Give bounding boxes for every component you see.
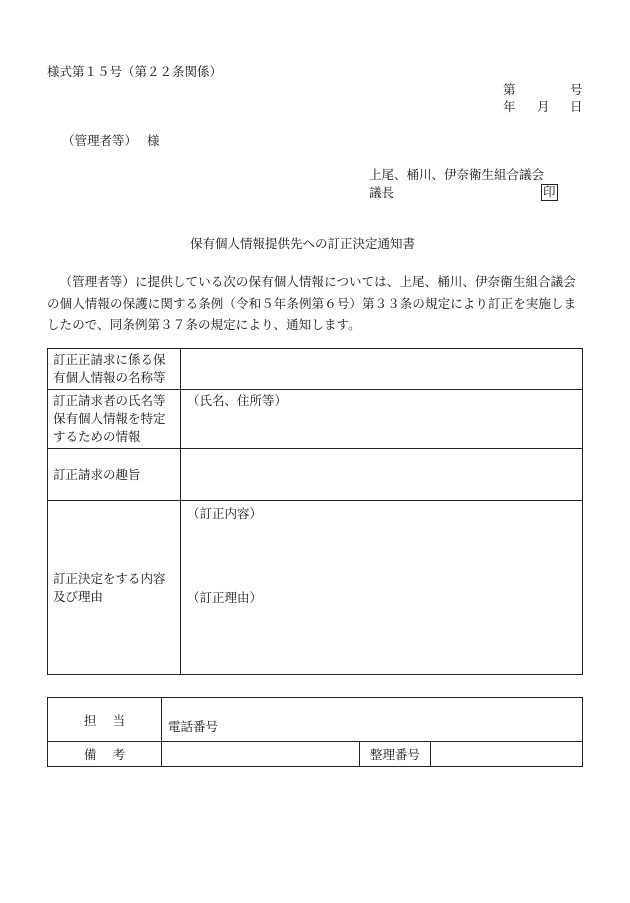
row2-value[interactable]: （氏名、住所等） [181,390,583,449]
tanto-value[interactable] [162,698,583,742]
row4-reason-label: （訂正理由） [187,590,263,605]
table-row [48,449,583,501]
form-number: 様式第１５号（第２２条関係） [47,64,223,79]
table-row [48,501,583,675]
date-month: 月 [537,99,550,114]
row3-value[interactable] [181,449,583,501]
doc-number-dai: 第 [503,82,516,97]
doc-number-go: 号 [570,82,583,97]
table-row [48,698,583,742]
issuer-org: 上尾、桶川、伊奈衛生組合議会 [369,167,545,182]
row1-value[interactable] [181,349,583,390]
body-paragraph: （管理者等）に提供している次の保有個人情報については、上尾、桶川、伊奈衛生組合議会の個人情報の保護に関する条例（令和５年条例第６号）第３３条の規定により訂正を実施しましたので、同条例第３７条の規定により、通知します。 [47,274,577,332]
table-row [48,742,583,767]
seiri-label: 整理番号 [360,742,431,767]
doc-title: 保有個人情報提供先への訂正決定通知書 [190,236,416,251]
main-table [47,348,583,675]
biko-value[interactable] [162,742,360,767]
date-year: 年 [503,99,516,114]
tanto-label: 担当 [48,698,162,742]
seiri-value[interactable] [431,742,583,767]
row4-content-label: （訂正内容） [187,506,263,521]
seal-mark [541,184,558,201]
addressee-suffix: 様 [147,133,160,148]
row2-label: 訂正請求者の氏名等保有個人情報を特定するための情報 [48,390,181,449]
bottom-table [47,697,583,767]
table-row [48,390,583,449]
addressee: （管理者等） [62,133,138,148]
row1-label: 訂正正請求に係る保有個人情報の名称等 [48,349,181,390]
phone-label: 電話番号 [168,719,219,734]
table-row [48,349,583,390]
row3-label: 訂正請求の趣旨 [48,449,181,501]
issuer-title: 議長 [369,185,395,200]
date-day: 日 [570,99,583,114]
row4-label: 訂正決定をする内容及び理由 [48,501,181,675]
seal-label: 印 [543,184,556,199]
row4-value[interactable] [181,501,583,675]
biko-label: 備考 [48,742,162,767]
